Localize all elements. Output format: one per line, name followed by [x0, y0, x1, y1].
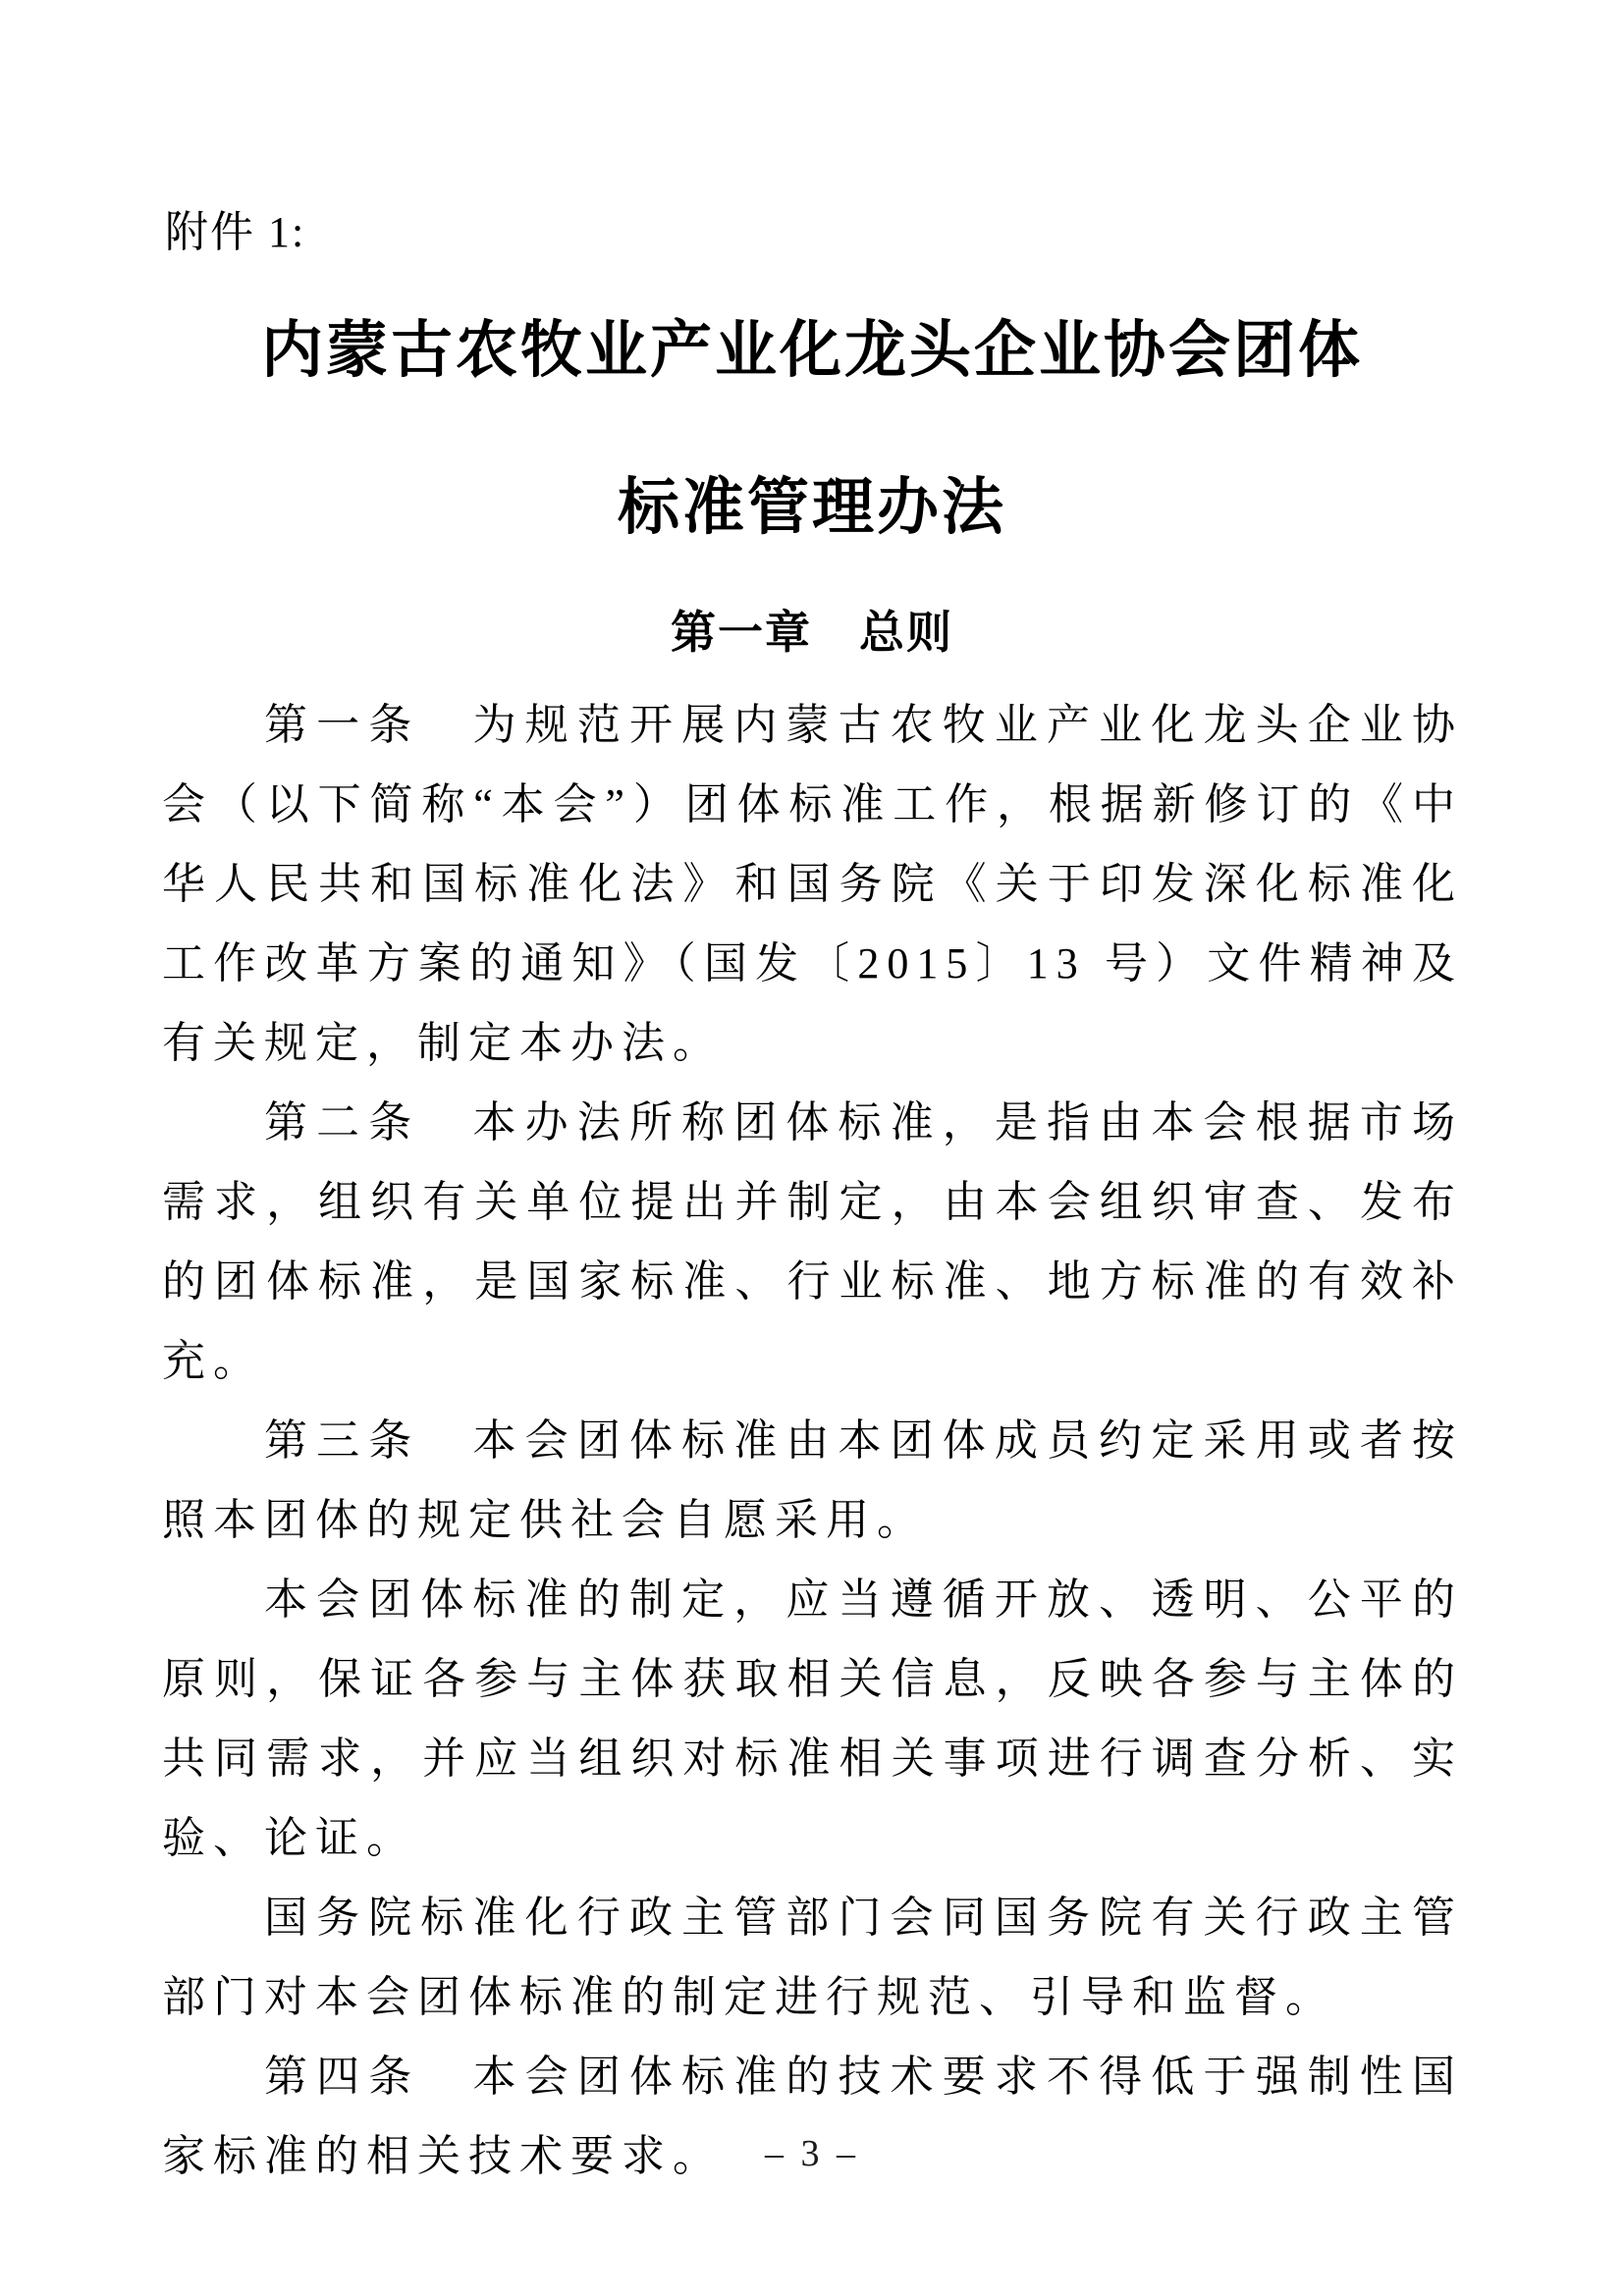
article-2-paragraph: 第二条 本办法所称团体标准，是指由本会根据市场需求，组织有关单位提出并制定，由本会组织审查、发布的团体标准，是国家标准、行业标准、地方标准的有效补充。 [162, 1098, 1463, 1385]
article-3-paragraph: 第三条 本会团体标准由本团体成员约定采用或者按照本团体的规定供社会自愿采用。 [162, 1416, 1463, 1544]
document-body [162, 685, 1463, 2196]
article-1-paragraph: 第一条 为规范开展内蒙古农牧业产业化龙头企业协会（以下简称“本会”）团体标准工作，根据新修订的《中华人民共和国标准化法》和国务院《关于印发深化标准化工作改革方案的通知》（国发〔2015〕13 号）文件精神及有关规定，制定本办法。 [162, 701, 1463, 1067]
article-3-continuation-paragraph: 本会团体标准的制定，应当遵循开放、透明、公平的原则，保证各参与主体获取相关信息，反映各参与主体的共同需求，并应当组织对标准相关事项进行调查分析、实验、论证。 [162, 1575, 1463, 1862]
document-title-line2: 标准管理办法 [618, 473, 1006, 542]
attachment-label: 附件 1: [165, 208, 306, 256]
article-4-paragraph: 第四条 本会团体标准的技术要求不得低于强制性国家标准的相关技术要求。 [162, 2053, 1463, 2180]
chapter-heading: 第一章 总则 [671, 607, 953, 658]
document-title-line1: 内蒙古农牧业产业化龙头企业协会团体 [261, 316, 1363, 385]
page-number: – 3 – [765, 2133, 859, 2174]
article-3-supervision-paragraph: 国务院标准化行政主管部门会同国务院有关行政主管部门对本会团体标准的制定进行规范、引导和监督。 [162, 1894, 1463, 2021]
